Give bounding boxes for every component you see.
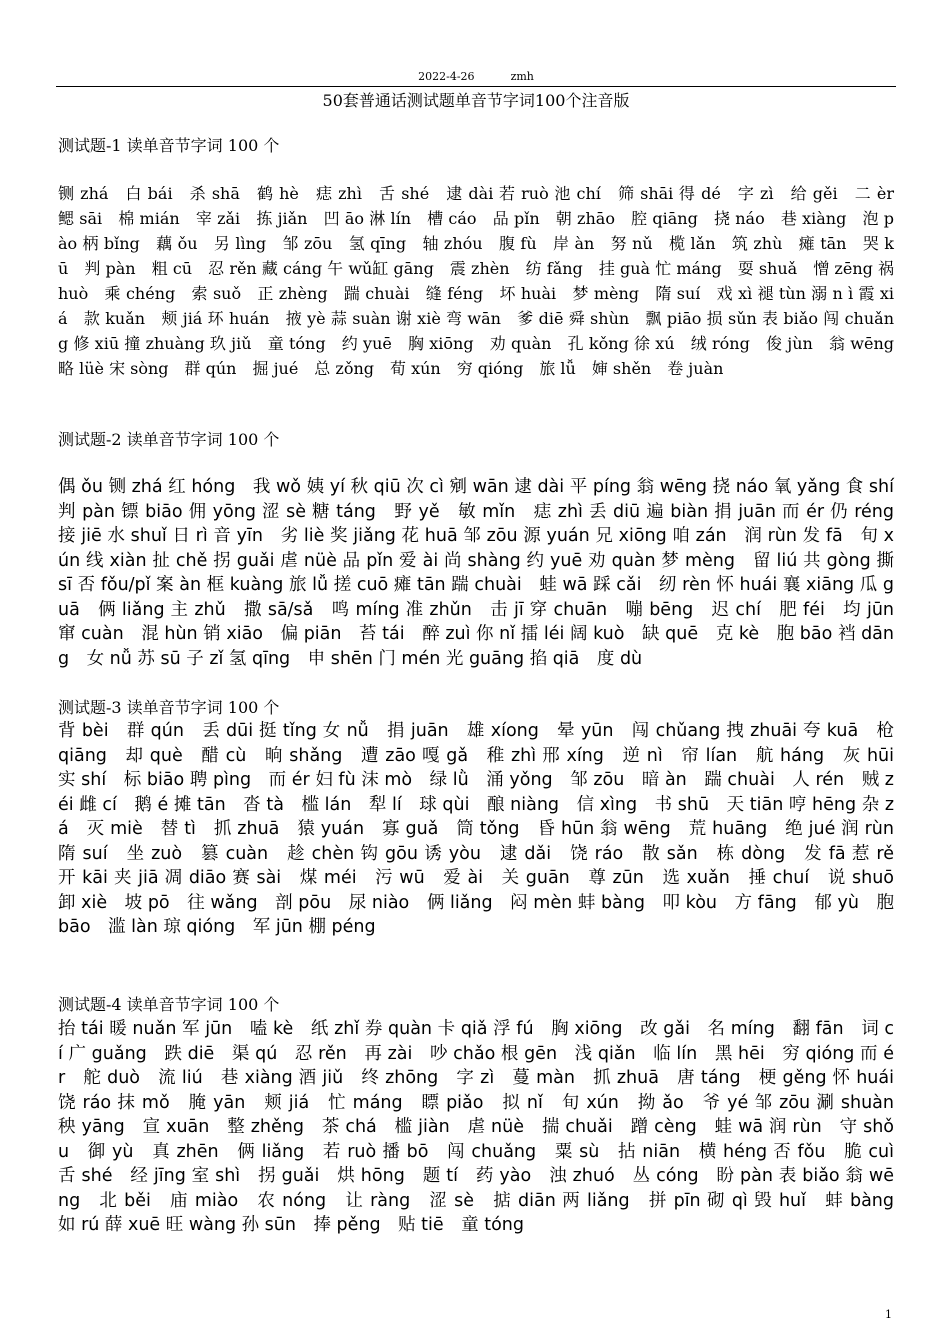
document-title: 50套普通话测试题单音节字词100个注音版: [322, 91, 630, 110]
section-3-heading: 测试题-3 读单音节字词 100 个: [58, 698, 280, 717]
section-1-heading: 测试题-1 读单音节字词 100 个: [58, 136, 280, 155]
section-3-body: 背 bèi 群 qún 丢 dūi 挺 tǐng 女 nǚ 捐 juān 雄 xíong 晕 yūn 闯 chǔang 拽 zhuāi 夸 kuā 枪 qiāng 却 què 醋 cù 晌 shǎng 遭 zāo 嘎 gǎ 稚 zhì 邢 xíng 逆 nì 帘 lían 航 háng 灰 hūi 实 shí 标 biāo 聘 pìng 而 ér 妇 fù 沫 mò 绿 lǜ 涌 yǒng 邹 zōu 暗 àn 踹 chuài 人 rén 贼 zéi 雌 cí 鹅 é 摊 tān 沓 tà 槛 lán 犁 lí 球 qùi 酿 niàng 信 xìng 书 shū 天 tiān 哼 hēng 杂 zá 灭 miè 替 tì 抓 zhuā 猿 yuán 寡 guǎ 筒 tǒng 昏 hūn 翁 wēng 荒 huāng 绝 jué 润 rùn 隋 suí 坐 zuò 篡 cuàn 趁 chèn 钩 gōu 诱 yòu 逮 dǎi 饶 ráo 散 sǎn 栋 dòng 发 fā 惹 rě 开 kāi 夹 jiā 凋 diāo 赛 sài 煤 méi 污 wū 爱 ài 关 guān 尊 zūn 选 xuǎn 捶 chuí 说 shuō 卸 xiè 坡 pō 往 wǎng 剖 pōu 尿 niào 俩 liǎng 闷 mèn 蚌 bàng 叩 kòu 方 fāng 郁 yù 胞 bāo 滥 làn 琼 qióng 军 jūn 棚 péng: [58, 721, 912, 937]
page-number: 1: [885, 1308, 892, 1321]
section-4-body: 抬 tái 暖 nuǎn 军 jūn 嗑 kè 纸 zhǐ 券 quàn 卡 qiǎ 浮 fú 胸 xiōng 改 gǎi 名 míng 翻 fān 词 cí 广 guǎng 跌 diē 渠 qú 忍 rěn 再 zài 吵 chǎo 根 gēn 浅 qiǎn 临 lín 黑 hēi 穷 qióng 而 ér 舵 duò 流 liú 巷 xiàng 酒 jiǔ 终 zhōng 字 zì 蔓 màn 抓 zhuā 唐 táng 梗 gěng 怀 huái 饶 ráo 抹 mǒ 腌 yān 颊 jiá 忙 máng 瞟 piǎo 拟 nǐ 旬 xún 拗 ǎo 爷 yé 邹 zōu 涮 shuàn 秧 yāng 宣 xuān 整 zhěng 茶 chá 槛 jiàn 虐 nüè 揣 chuǎi 蹭 cèng 蛙 wā 润 rùn 守 shǒu 御 yù 真 zhēn 俩 liǎng 若 ruò 播 bō 闯 chuǎng 粟 sù 拈 niān 横 héng 否 fǒu 脆 cuì 舌 shé 经 jīng 室 shì 拐 guǎi 烘 hōng 题 tí 药 yào 浊 zhuó 丛 cóng 盼 pàn 表 biǎo 翁 wēng 北 běi 庙 miào 农 nóng 让 ràng 涩 sè 掂 diān 两 liǎng 拼 pīn 砌 qì 毁 huǐ 蚌 bàng 如 rú 薛 xuē 旺 wàng 孙 sūn 捧 pěng 贴 tiē 童 tóng: [58, 1019, 912, 1235]
page-header: [56, 70, 896, 84]
header-date: 2022-4-26: [418, 70, 475, 83]
section-1-body: 铡 zhá 白 bái 杀 shā 鹤 hè 痣 zhì 舌 shé 逮 dài 若 ruò 池 chí 筛 shāi 得 dé 字 zì 给 gěi 二 èr 鳃 sāi 棉 mián 宰 zǎi 拣 jiǎn 凹 āo 淋 lín 槽 cáo 品 pǐn 朝 zhāo 腔 qiāng 挠 náo 巷 xiàng 泡 pào 柄 bǐng 藕 ǒu 另 lìng 邹 zōu 氢 qīng 轴 zhóu 腹 fù 岸 àn 努 nǔ 榄 lǎn 筑 zhù 瘫 tān 哭 kū 判 pàn 粗 cū 忍 rěn 藏 cáng 午 wǔ缸 gāng 震 zhèn 纺 fǎng 挂 guà 忙 máng 耍 shuǎ 憎 zēng 祸 huò 乘 chéng 索 suǒ 正 zhèng 踹 chuài 缝 féng 坏 huài 梦 mèng 隋 suí 戏 xì 褪 tùn 溺 n ì 霞 xiá 款 kuǎn 颊 jiá 环 huán 掖 yè 蒜 suàn 谢 xiè 弯 wān 爹 diē 舜 shùn 飘 piāo 损 sǔn 表 biǎo 闯 chuǎng 修 xiū 撞 zhuàng 玖 jiǔ 童 tóng 约 yuē 胸 xiōng 劝 quàn 孔 kǒng 徐 xú 绒 róng 俊 jùn 翁 wēng 略 lüè 宋 sòng 群 qún 掘 jué 总 zǒng 荀 xún 穷 qióng 旅 lǚ 婶 shěn 卷 juàn: [58, 184, 911, 378]
section-4-heading: 测试题-4 读单音节字词 100 个: [58, 995, 280, 1014]
header-rule: [56, 86, 896, 87]
section-2-heading: 测试题-2 读单音节字词 100 个: [58, 430, 280, 449]
section-2-body: 偶 ǒu 铡 zhá 红 hóng 我 wǒ 姨 yí 秋 qiū 次 cì 剜 wān 逮 dài 平 píng 翁 wēng 挠 náo 氧 yǎng 食 shí 判 pàn 镖 biāo 佣 yōng 涩 sè 糖 táng 野 yě 敏 mǐn 痣 zhì 丢 diū 遍 biàn 捐 juān 而 ér 仍 réng 接 jiē 水 shuǐ 日 rì 音 yīn 劣 liè 奖 jiǎng 花 huā 邹 zōu 源 yuán 兄 xiōng 咱 zán 润 rùn 发 fā 旬 xún 线 xiàn 扯 chě 拐 guǎi 虐 nüè 品 pǐn 爱 ài 尚 shàng 约 yuē 劝 quàn 梦 mèng 留 liú 共 gòng 撕 sī 否 fǒu/pǐ 案 àn 框 kuàng 旅 lǚ 搓 cuō 瘫 tān 踹 chuài 蛙 wā 踩 cǎi 纫 rèn 怀 huái 襄 xiāng 瓜 guā 俩 liǎng 主 zhǔ 撒 sā/sǎ 鸣 míng 准 zhǔn 击 jī 穿 chuān 嘣 bēng 迟 chí 肥 féi 均 jūn 窜 cuàn 混 hùn 销 xiāo 偏 piān 苔 tái 醉 zuì 你 nǐ 擂 léi 阔 kuò 缺 quē 克 kè 胞 bāo 裆 dāng 女 nǚ 苏 sū 子 zǐ 氢 qīng 申 shēn 门 mén 光 guāng 掐 qiā 度 dù: [58, 477, 912, 669]
header-author: zmh: [510, 70, 534, 83]
